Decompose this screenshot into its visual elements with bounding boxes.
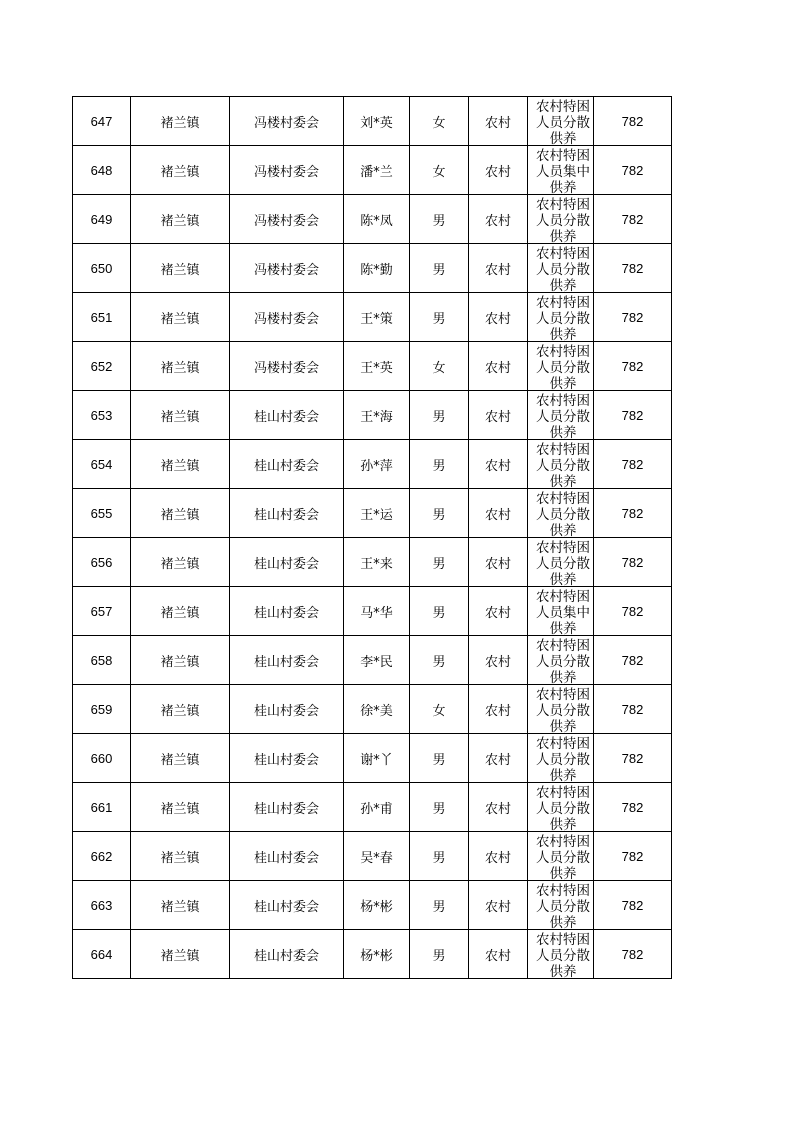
amount-cell: 782: [594, 195, 672, 244]
table-row: [73, 636, 672, 685]
person-name-cell: 王*策: [344, 293, 410, 342]
area-type-cell: 农村: [469, 930, 528, 979]
amount-cell: 782: [594, 440, 672, 489]
table-row: [73, 783, 672, 832]
support-category-text: 农村特困人员分散供养: [536, 392, 590, 439]
town-cell: 褚兰镇: [131, 734, 230, 783]
row-number-cell: 659: [73, 685, 131, 734]
amount-cell: 782: [594, 97, 672, 146]
person-name-cell: 孙*萍: [344, 440, 410, 489]
row-number-cell: 663: [73, 881, 131, 930]
table-row: [73, 734, 672, 783]
support-category-cell: [528, 832, 594, 881]
support-category-cell: [528, 734, 594, 783]
area-type-cell: 农村: [469, 146, 528, 195]
support-category-text: 农村特困人员分散供养: [536, 637, 590, 684]
gender-cell: 男: [410, 244, 469, 293]
row-number-cell: 651: [73, 293, 131, 342]
support-category-cell: [528, 587, 594, 636]
table-row: [73, 293, 672, 342]
amount-cell: 782: [594, 685, 672, 734]
village-committee-cell: 桂山村委会: [230, 685, 344, 734]
row-number-cell: 662: [73, 832, 131, 881]
amount-cell: 782: [594, 391, 672, 440]
gender-cell: 男: [410, 930, 469, 979]
support-category-cell: [528, 685, 594, 734]
person-name-cell: 孙*甫: [344, 783, 410, 832]
table-row: [73, 97, 672, 146]
gender-cell: 男: [410, 636, 469, 685]
town-cell: 褚兰镇: [131, 195, 230, 244]
town-cell: 褚兰镇: [131, 783, 230, 832]
row-number-cell: 660: [73, 734, 131, 783]
support-category-text: 农村特困人员分散供养: [536, 196, 590, 243]
person-name-cell: 刘*英: [344, 97, 410, 146]
person-name-cell: 王*运: [344, 489, 410, 538]
row-number-cell: 657: [73, 587, 131, 636]
town-cell: 褚兰镇: [131, 587, 230, 636]
row-number-cell: 656: [73, 538, 131, 587]
amount-cell: 782: [594, 244, 672, 293]
gender-cell: 男: [410, 440, 469, 489]
gender-cell: 男: [410, 391, 469, 440]
row-number-cell: 652: [73, 342, 131, 391]
support-category-text: 农村特困人员分散供养: [536, 98, 590, 145]
village-committee-cell: 桂山村委会: [230, 881, 344, 930]
table-row: [73, 244, 672, 293]
support-category-cell: [528, 930, 594, 979]
town-cell: 褚兰镇: [131, 685, 230, 734]
town-cell: 褚兰镇: [131, 146, 230, 195]
support-category-cell: [528, 881, 594, 930]
table-body: [73, 97, 672, 979]
row-number-cell: 655: [73, 489, 131, 538]
town-cell: 褚兰镇: [131, 244, 230, 293]
row-number-cell: 648: [73, 146, 131, 195]
village-committee-cell: 桂山村委会: [230, 391, 344, 440]
support-category-cell: [528, 538, 594, 587]
person-name-cell: 李*民: [344, 636, 410, 685]
support-category-text: 农村特困人员分散供养: [536, 686, 590, 733]
row-number-cell: 664: [73, 930, 131, 979]
support-category-cell: [528, 293, 594, 342]
support-category-text: 农村特困人员分散供养: [536, 245, 590, 292]
area-type-cell: 农村: [469, 244, 528, 293]
village-committee-cell: 桂山村委会: [230, 636, 344, 685]
gender-cell: 男: [410, 832, 469, 881]
table-row: [73, 881, 672, 930]
support-category-text: 农村特困人员分散供养: [536, 735, 590, 782]
area-type-cell: 农村: [469, 195, 528, 244]
village-committee-cell: 桂山村委会: [230, 489, 344, 538]
person-name-cell: 马*华: [344, 587, 410, 636]
table-row: [73, 489, 672, 538]
gender-cell: 男: [410, 538, 469, 587]
table-row: [73, 538, 672, 587]
town-cell: 褚兰镇: [131, 538, 230, 587]
support-category-cell: [528, 783, 594, 832]
row-number-cell: 658: [73, 636, 131, 685]
person-name-cell: 王*来: [344, 538, 410, 587]
area-type-cell: 农村: [469, 587, 528, 636]
gender-cell: 男: [410, 587, 469, 636]
table-row: [73, 832, 672, 881]
person-name-cell: 陈*勤: [344, 244, 410, 293]
gender-cell: 男: [410, 489, 469, 538]
area-type-cell: 农村: [469, 783, 528, 832]
support-category-text: 农村特困人员分散供养: [536, 882, 590, 929]
village-committee-cell: 冯楼村委会: [230, 244, 344, 293]
support-category-cell: [528, 391, 594, 440]
support-category-text: 农村特困人员分散供养: [536, 294, 590, 341]
area-type-cell: 农村: [469, 832, 528, 881]
support-category-cell: [528, 244, 594, 293]
support-category-cell: [528, 440, 594, 489]
support-category-cell: [528, 342, 594, 391]
amount-cell: 782: [594, 587, 672, 636]
support-category-text: 农村特困人员分散供养: [536, 833, 590, 880]
support-category-cell: [528, 636, 594, 685]
table-row: [73, 391, 672, 440]
support-category-text: 农村特困人员分散供养: [536, 931, 590, 978]
person-name-cell: 杨*彬: [344, 881, 410, 930]
village-committee-cell: 桂山村委会: [230, 832, 344, 881]
amount-cell: 782: [594, 636, 672, 685]
amount-cell: 782: [594, 930, 672, 979]
town-cell: 褚兰镇: [131, 342, 230, 391]
amount-cell: 782: [594, 734, 672, 783]
support-category-cell: [528, 146, 594, 195]
town-cell: 褚兰镇: [131, 489, 230, 538]
support-category-text: 农村特困人员集中供养: [536, 588, 590, 635]
area-type-cell: 农村: [469, 881, 528, 930]
table-row: [73, 440, 672, 489]
gender-cell: 女: [410, 97, 469, 146]
village-committee-cell: 桂山村委会: [230, 587, 344, 636]
town-cell: 褚兰镇: [131, 293, 230, 342]
row-number-cell: 654: [73, 440, 131, 489]
person-name-cell: 潘*兰: [344, 146, 410, 195]
area-type-cell: 农村: [469, 440, 528, 489]
village-committee-cell: 冯楼村委会: [230, 146, 344, 195]
support-category-cell: [528, 195, 594, 244]
village-committee-cell: 冯楼村委会: [230, 97, 344, 146]
amount-cell: 782: [594, 293, 672, 342]
person-name-cell: 杨*彬: [344, 930, 410, 979]
town-cell: 褚兰镇: [131, 391, 230, 440]
amount-cell: 782: [594, 783, 672, 832]
table-row: [73, 587, 672, 636]
row-number-cell: 649: [73, 195, 131, 244]
support-category-text: 农村特困人员分散供养: [536, 784, 590, 831]
gender-cell: 男: [410, 734, 469, 783]
village-committee-cell: 冯楼村委会: [230, 293, 344, 342]
person-name-cell: 吴*春: [344, 832, 410, 881]
area-type-cell: 农村: [469, 685, 528, 734]
support-category-text: 农村特困人员分散供养: [536, 490, 590, 537]
row-number-cell: 647: [73, 97, 131, 146]
area-type-cell: 农村: [469, 489, 528, 538]
amount-cell: 782: [594, 489, 672, 538]
table-row: [73, 146, 672, 195]
row-number-cell: 661: [73, 783, 131, 832]
area-type-cell: 农村: [469, 538, 528, 587]
person-name-cell: 陈*凤: [344, 195, 410, 244]
recipient-table: [72, 96, 672, 979]
amount-cell: 782: [594, 832, 672, 881]
gender-cell: 男: [410, 881, 469, 930]
person-name-cell: 王*英: [344, 342, 410, 391]
amount-cell: 782: [594, 342, 672, 391]
gender-cell: 女: [410, 146, 469, 195]
gender-cell: 男: [410, 195, 469, 244]
person-name-cell: 谢*丫: [344, 734, 410, 783]
table-row: [73, 342, 672, 391]
support-category-text: 农村特困人员分散供养: [536, 343, 590, 390]
village-committee-cell: 桂山村委会: [230, 930, 344, 979]
village-committee-cell: 冯楼村委会: [230, 195, 344, 244]
table-row: [73, 685, 672, 734]
area-type-cell: 农村: [469, 342, 528, 391]
town-cell: 褚兰镇: [131, 440, 230, 489]
amount-cell: 782: [594, 146, 672, 195]
village-committee-cell: 桂山村委会: [230, 783, 344, 832]
village-committee-cell: 桂山村委会: [230, 440, 344, 489]
area-type-cell: 农村: [469, 293, 528, 342]
gender-cell: 男: [410, 783, 469, 832]
town-cell: 褚兰镇: [131, 881, 230, 930]
town-cell: 褚兰镇: [131, 930, 230, 979]
row-number-cell: 650: [73, 244, 131, 293]
row-number-cell: 653: [73, 391, 131, 440]
town-cell: 褚兰镇: [131, 97, 230, 146]
area-type-cell: 农村: [469, 97, 528, 146]
amount-cell: 782: [594, 538, 672, 587]
gender-cell: 女: [410, 342, 469, 391]
support-category-cell: [528, 489, 594, 538]
person-name-cell: 徐*美: [344, 685, 410, 734]
town-cell: 褚兰镇: [131, 832, 230, 881]
area-type-cell: 农村: [469, 391, 528, 440]
table-row: [73, 930, 672, 979]
area-type-cell: 农村: [469, 734, 528, 783]
town-cell: 褚兰镇: [131, 636, 230, 685]
area-type-cell: 农村: [469, 636, 528, 685]
amount-cell: 782: [594, 881, 672, 930]
village-committee-cell: 桂山村委会: [230, 734, 344, 783]
table-row: [73, 195, 672, 244]
support-category-cell: [528, 97, 594, 146]
person-name-cell: 王*海: [344, 391, 410, 440]
support-category-text: 农村特困人员集中供养: [536, 147, 590, 194]
gender-cell: 男: [410, 293, 469, 342]
support-category-text: 农村特困人员分散供养: [536, 441, 590, 488]
gender-cell: 女: [410, 685, 469, 734]
village-committee-cell: 桂山村委会: [230, 538, 344, 587]
support-category-text: 农村特困人员分散供养: [536, 539, 590, 586]
village-committee-cell: 冯楼村委会: [230, 342, 344, 391]
